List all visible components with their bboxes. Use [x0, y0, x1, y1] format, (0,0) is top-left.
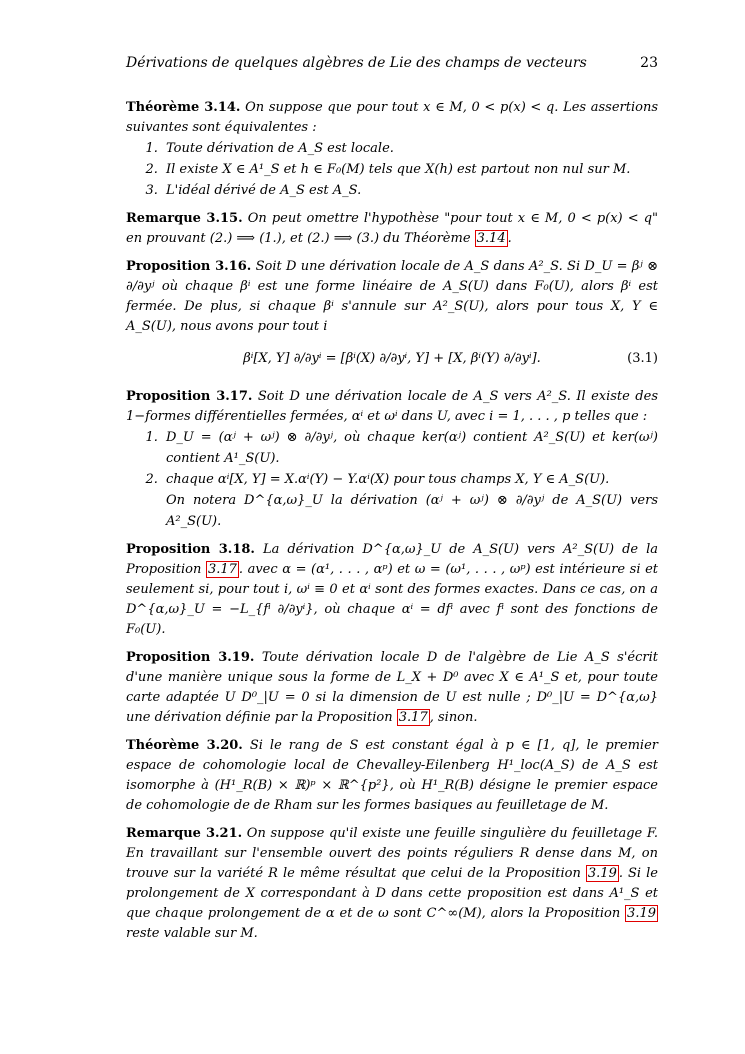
page [126, 52, 658, 952]
cross-reference-link[interactable]: 3.17 [207, 562, 237, 577]
block-text: Toute dérivation locale D de l'algèbre de Lie A_S s'écrit d'une manière unique sous la forme de L_X + D⁰ avec X ∈ A¹_S et, pour toute carte adaptée U D⁰_|U = 0 si la dimension de U est nulle ; D⁰_|U = D^{α,ω} une dérivation définie par la Proposition [126, 650, 658, 725]
list-item: 1. Toute dérivation de A_S est locale. [162, 138, 658, 159]
proposition-3-19 [126, 648, 658, 728]
running-head [126, 52, 658, 74]
block-label: Remarque 3.15. [126, 211, 243, 226]
list-item-text: chaque αⁱ[X, Y] = X.αⁱ(Y) − Y.αⁱ(X) pour tous champs X, Y ∈ A_S(U). [166, 472, 610, 487]
cross-reference-link[interactable]: 3.19 [587, 866, 617, 881]
list-item: 1. D_U = (αʲ + ωʲ) ⊗ ∂/∂yʲ, où chaque ker(αʲ) contient A²_S(U) et ker(ωʲ) contient A¹_S(U). [162, 427, 658, 469]
block-text-tail: . [507, 231, 512, 246]
proposition-3-17 [126, 387, 658, 532]
page-number: 23 [640, 55, 658, 71]
header-title: Dérivations de quelques algèbres de Lie des champs de vecteurs [126, 55, 587, 71]
theorem-3-14 [126, 98, 658, 201]
proposition-3-16 [126, 257, 658, 379]
block-text-middle: . Si le prolongement de X correspondant à D dans cette proposition est dans A¹_S et que chaque prolongement de α et de ω sont C^∞(M), alors la Proposition [126, 866, 658, 921]
block-text: On suppose que pour tout x ∈ M, 0 < p(x) < q. Les assertions suivantes sont équivalentes : [126, 100, 658, 135]
cross-reference-link[interactable]: 3.19 [627, 906, 656, 921]
block-label: Théorème 3.14. [126, 100, 241, 115]
list-item [162, 469, 658, 532]
theorem-list [126, 138, 658, 201]
remark-3-21 [126, 824, 658, 944]
block-label: Proposition 3.18. [126, 542, 255, 557]
theorem-3-20 [126, 736, 658, 816]
block-text: Si le rang de S est constant égal à p ∈ [1, q], le premier espace de cohomologie local de Chevalley-Eilenberg H¹_loc(A_S) de A_S est isomorphe à (H¹_R(B) × ℝ)ᵖ × ℝ^{p²}, où H¹_R(B) désigne le premier espace de cohomologie de de Rham sur les formes basiques au feuilletage de M. [126, 738, 658, 813]
block-text: Soit D une dérivation locale de A_S vers A²_S. Il existe des 1−formes différentielles fermées, αⁱ et ωⁱ dans U, avec i = 1, . . . , p telles que : [126, 389, 658, 424]
block-text-tail: . avec α = (α¹, . . . , αᵖ) et ω = (ω¹, . . . , ωᵖ) est intérieure si et seulement si, pour tout i, ωⁱ ≡ 0 et αⁱ sont des formes exactes. Dans ce cas, on a D^{α,ω}_U = −L_{fⁱ ∂/∂yⁱ}, où chaque αⁱ = dfⁱ avec fⁱ sont des fonctions de F₀(U). [126, 562, 658, 637]
cross-reference-link[interactable]: 3.17 [398, 710, 428, 725]
remark-3-15 [126, 209, 658, 249]
block-text: On suppose qu'il existe une feuille singulière du feuilletage F. En travaillant sur l'ensemble ouvert des points réguliers R dense dans M, on trouve sur la variété R le même résultat que celui de la Proposition [126, 826, 658, 881]
list-item: 2. Il existe X ∈ A¹_S et h ∈ F₀(M) tels que X(h) est partout non nul sur M. [162, 159, 658, 180]
block-text: Soit D une dérivation locale de A_S dans A²_S. Si D_U = βʲ ⊗ ∂/∂yʲ où chaque βⁱ est une forme linéaire de A_S(U) dans F₀(U), alors βⁱ est fermée. De plus, si chaque βⁱ s'annule sur A²_S(U), alors pour tous X, Y ∈ A_S(U), nous avons pour tout i [126, 259, 659, 334]
proposition-3-18 [126, 540, 658, 640]
block-text-tail: reste valable sur M. [126, 926, 258, 941]
cross-reference-link[interactable]: 3.14 [476, 231, 506, 246]
block-label: Proposition 3.19. [126, 650, 255, 665]
block-label: Proposition 3.17. [126, 389, 253, 404]
block-text-tail: , sinon. [429, 710, 478, 725]
equation-number: (3.1) [627, 351, 658, 366]
block-text: On peut omettre l'hypothèse "pour tout x ∈ M, 0 < p(x) < q" en prouvant (2.) ⟹ (1.), et (2.) ⟹ (3.) du Théorème [126, 211, 659, 246]
block-label: Proposition 3.16. [126, 259, 252, 274]
block-label: Théorème 3.20. [126, 738, 243, 753]
list-item: 3. L'idéal dérivé de A_S est A_S. [162, 180, 658, 201]
block-label: Remarque 3.21. [126, 826, 243, 841]
equation [126, 339, 658, 379]
list-item-continuation: On notera D^{α,ω}_U la dérivation (αʲ + ωʲ) ⊗ ∂/∂yʲ de A_S(U) vers A²_S(U). [166, 493, 658, 529]
equation-body: βⁱ[X, Y] ∂/∂yⁱ = [βⁱ(X) ∂/∂yⁱ, Y] + [X, βⁱ(Y) ∂/∂yⁱ]. [243, 351, 541, 366]
block-text: La dérivation D^{α,ω}_U de A_S(U) vers A²_S(U) de la Proposition [126, 542, 658, 577]
proposition-list [126, 427, 658, 532]
